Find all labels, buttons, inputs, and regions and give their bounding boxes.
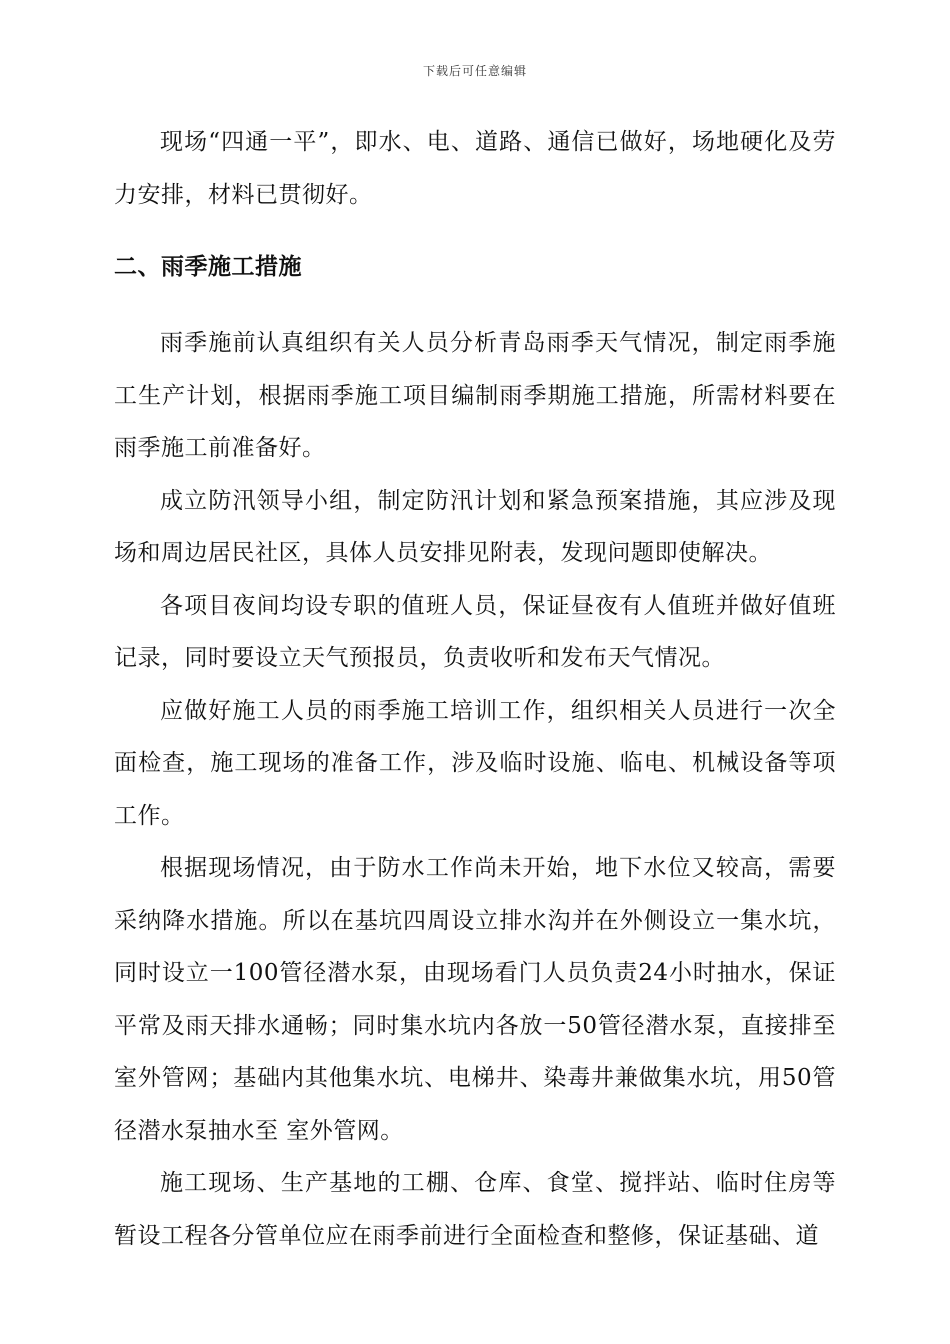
paragraph-temporary-facilities: 施工现场、生产基地的工棚、仓库、食堂、搅拌站、临时住房等暂设工程各分管单位应在雨季前进行全面检查和整修，保证基础、道 — [114, 1170, 836, 1249]
paragraph-dewatering: 根据现场情况，由于防水工作尚未开始，地下水位又较高，需要采纳降水措施。所以在基坑四周设立排水沟并在外侧设立一集水坑，同时设立一100管径潜水泵，由现场看门人员负责24小时抽水，保证平常及雨天排水通畅；同时集水坑内各放一50管径潜水泵，直接排至室外管网；基础内其他集水坑、电梯井、染毒井兼做集水坑，用50管径潜水泵抽水至 室外管网。 — [114, 855, 836, 1144]
intro-paragraph: 现场“四通一平”，即水、电、道路、通信已做好，场地硬化及劳力安排，材料已贯彻好。 — [114, 129, 836, 208]
paragraph-rainy-season-plan: 雨季施前认真组织有关人员分析青岛雨季天气情况，制定雨季施工生产计划，根据雨季施工项目编制雨季期施工措施，所需材料要在雨季施工前准备好。 — [114, 330, 836, 461]
paragraph-flood-team: 成立防汛领导小组，制定防汛计划和紧急预案措施，其应涉及现场和周边居民社区，具体人员安排见附表，发现问题即使解决。 — [114, 487, 836, 566]
paragraph-training: 应做好施工人员的雨季施工培训工作，组织相关人员进行一次全面检查，施工现场的准备工作，涉及临时设施、临电、机械设备等项工作。 — [114, 697, 836, 829]
header-note: 下载后可任意编辑 — [422, 64, 527, 78]
section-heading: 二、雨季施工措施 — [114, 254, 302, 280]
document-body — [114, 116, 836, 1262]
paragraph-night-duty: 各项目夜间均设专职的值班人员，保证昼夜有人值班并做好值班记录，同时要设立天气预报员，负责收听和发布天气情况。 — [114, 592, 836, 671]
